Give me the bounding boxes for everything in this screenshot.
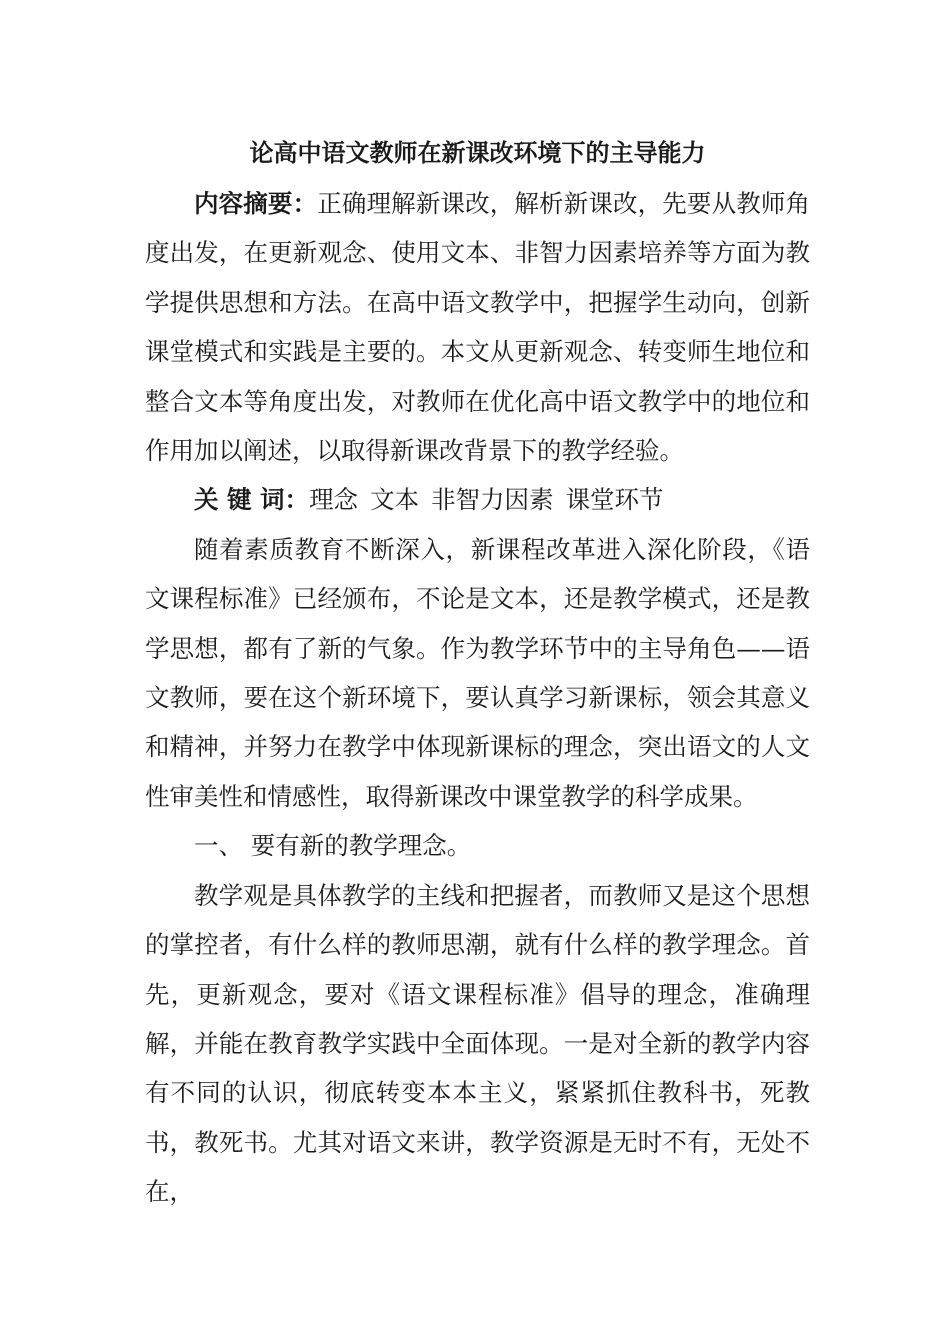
keyword-item: 课堂环节 <box>565 485 664 515</box>
document-page <box>145 128 810 1217</box>
section-heading: 一、 要有新的教学理念。 <box>194 831 472 861</box>
abstract-text: 正确理解新课改，解析新课改，先要从教师角度出发，在更新观念、使用文本、非智力因素培养等方面为教学提供思想和方法。在高中语文教学中，把握学生动向，创新课堂模式和实践是主要的。本文从更新观念、转变师生地位和整合文本等角度出发，对教师在优化高中语文教学中的地位和作用加以阐述，以取得新课改背景下的教学经验。 <box>145 189 811 466</box>
section-paragraph: 教学观是具体教学的主线和把握者，而教师又是这个思想的掌控者，有什么样的教师思潮，就有什么样的教学理念。首先，更新观念，要对《语文课程标准》倡导的理念，准确理解，并能在教育教学实践中全面体现。一是对全新的教学内容有不同的认识，彻底转变本本主义，紧紧抓住教科书，死教书，教死书。尤其对语文来讲，教学资源是无时不有，无处不在， <box>145 880 810 1207</box>
keywords-row <box>145 475 810 524</box>
keyword-item: 非智力因素 <box>431 485 554 515</box>
keywords-label: 关 键 词： <box>194 485 310 515</box>
abstract-label: 内容摘要： <box>194 189 318 218</box>
document-title: 论高中语文教师在新课改环境下的主导能力 <box>249 138 706 167</box>
intro-paragraph: 随着素质教育不断深入，新课程改革进入深化阶段，《语文课程标准》已经颁布，不论是文本，还是教学模式，还是教学思想，都有了新的气象。作为教学环节中的主导角色——语文教师，要在这个新环境下，要认真学习新课标，领会其意义和精神，并努力在教学中体现新课标的理念，突出语文的人文性审美性和情感性，取得新课改中课堂教学的科学成果。 <box>145 534 810 811</box>
keyword-item: 文本 <box>370 485 420 515</box>
keyword-item: 理念 <box>309 485 359 515</box>
abstract-paragraph <box>145 179 810 475</box>
